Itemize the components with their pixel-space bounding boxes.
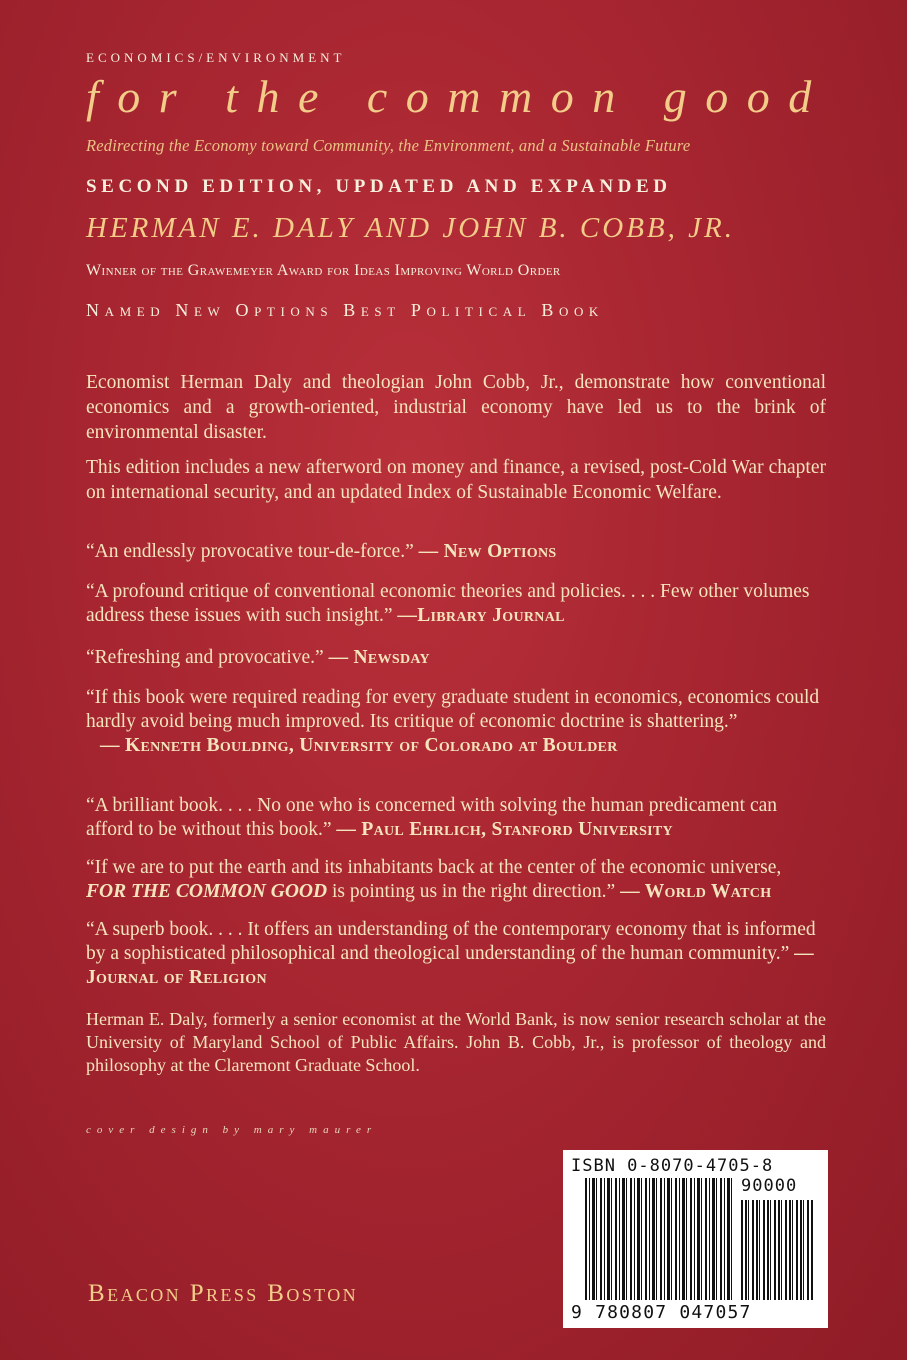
quote-source: — Newsday: [328, 647, 430, 668]
edition-label: SECOND EDITION, UPDATED AND EXPANDED: [86, 176, 672, 197]
quote-3: [86, 646, 826, 670]
quote-source: — Kenneth Boulding, University of Colorado at Boulder: [100, 735, 618, 756]
category-label: ECONOMICS/ENVIRONMENT: [86, 50, 346, 65]
quote-source: — Journal of Religion: [86, 943, 814, 988]
description-paragraph-2: This edition includes a new afterword on money and finance, a revised, post-Cold War chapter on international security, and an updated Index of Sustainable Economic Welfare.: [86, 457, 826, 503]
quote-6: [86, 856, 826, 904]
quote-text: “An endlessly provocative tour-de-force.”: [86, 541, 414, 562]
quote-2: [86, 580, 826, 628]
quote-source: — New Options: [418, 541, 557, 562]
authors: HERMAN E. DALY AND JOHN B. COBB, JR.: [86, 212, 735, 244]
quote-4: [86, 686, 826, 758]
cover-credit: cover design by mary maurer: [86, 1124, 378, 1136]
quote-5: [86, 794, 826, 842]
description-paragraph-1: Economist Herman Daly and theologian John Cobb, Jr., demonstrate how conventional economics and a growth-oriented, industrial economy have led us to the brink of environmental disaster.: [86, 372, 826, 443]
award-line: Winner of the Grawemeyer Award for Ideas Improving World Order: [86, 262, 561, 279]
quote-7: [86, 918, 826, 990]
quote-text-b: is pointing us in the right direction.”: [331, 881, 616, 902]
quote-source: — World Watch: [620, 881, 772, 902]
price-code: 90000: [741, 1176, 798, 1196]
quote-text-a: “If we are to put the earth and its inhabitants back at the center of the economic universe,: [86, 857, 782, 878]
award-line-2: Named New Options Best Political Book: [86, 300, 604, 320]
isbn-number: ISBN 0-8070-4705-8: [571, 1156, 774, 1176]
price-barcode-bars: [741, 1200, 813, 1300]
quote-source: — Paul Ehrlich, Stanford University: [336, 819, 673, 840]
quote-text: “A superb book. . . . It offers an understanding of the contemporary economy that is informed by a sophisticated philosophical and theological understanding of the human community.”: [86, 919, 816, 964]
quote-1: [86, 540, 826, 564]
barcode-bars: [585, 1178, 735, 1300]
quote-text: “If this book were required reading for every graduate student in economics, economics could hardly avoid being much improved. Its critique of economic doctrine is shattering.”: [86, 687, 820, 732]
barcode-panel: [563, 1150, 828, 1328]
book-subtitle: Redirecting the Economy toward Community, the Environment, and a Sustainable Future: [86, 136, 691, 155]
author-bio: Herman E. Daly, formerly a senior economist at the World Bank, is now senior research scholar at the University of Maryland School of Public Affairs. John B. Cobb, Jr., is professor of theology and philosophy at the Claremont Graduate School.: [86, 1009, 826, 1075]
quote-text: “Refreshing and provocative.”: [86, 647, 324, 668]
quote-source: —Library Journal: [397, 605, 565, 626]
quote-book-title: FOR THE COMMON GOOD: [86, 881, 328, 902]
quote-text: “A brilliant book. . . . No one who is concerned with solving the human predicament can afford to be without this book.”: [86, 795, 778, 840]
publisher-imprint: Beacon Press Boston: [88, 1280, 359, 1307]
ean-number: 9 780807 047057: [571, 1302, 752, 1323]
quote-text: “A profound critique of conventional economic theories and policies. . . . Few other volumes address these issues with such insight.”: [86, 581, 810, 626]
book-title: for the common good: [86, 71, 830, 122]
